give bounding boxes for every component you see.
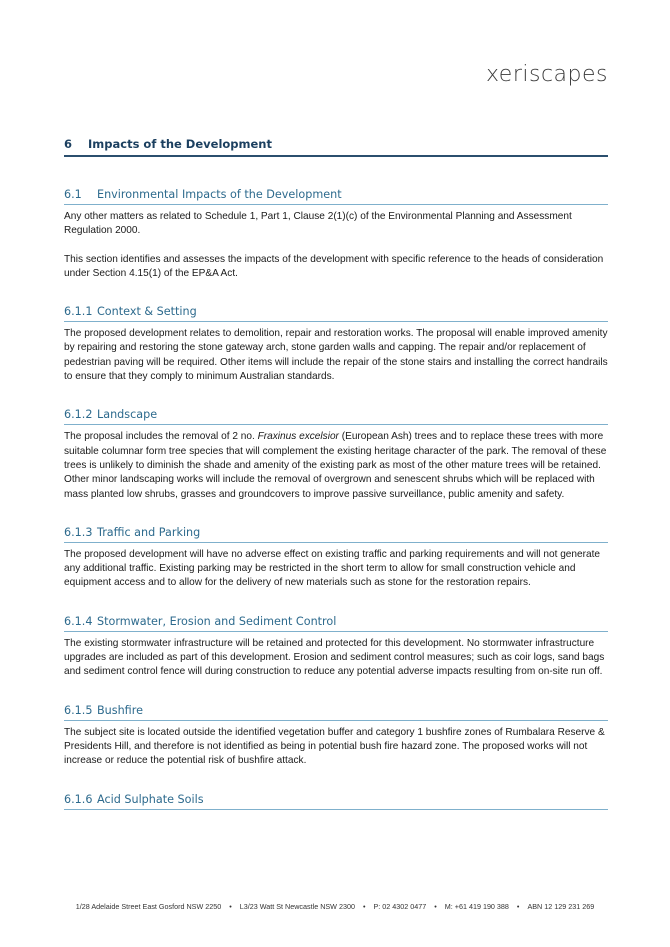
- heading-number: 6.1.2: [64, 408, 93, 422]
- heading-number: 6.1.3: [64, 525, 93, 539]
- heading-title: Acid Sulphate Soils: [97, 792, 204, 806]
- section-title: Impacts of the Development: [88, 137, 272, 151]
- footer-separator: •: [516, 902, 520, 911]
- paragraph: [64, 430, 608, 501]
- heading-number: 6.1.1: [64, 305, 93, 319]
- heading-title: Environmental Impacts of the Development: [97, 188, 342, 201]
- paragraph: The existing stormwater infrastructure will be retained and protected for this development. No stormwater infrastructure upgrades are included as part of this development. Erosion and sediment control measures; such as coir logs, sand bags and sediment control fence will during construction to reduce any potential adverse impacts resulting from on-site run off.: [64, 637, 605, 678]
- paragraph: Any other matters as related to Schedule 1, Part 1, Clause 2(1)(c) of the Environmental Planning and Assessment Regulation 2000.: [64, 211, 572, 237]
- heading-6-1-1: [64, 305, 608, 322]
- paragraph: The proposed development relates to demolition, repair and restoration works. The proposal will enable improved amenity by repairing and restoring the stone gateway arch, stone garden walls and capping. The repair and/or replacement of pedestrian paving will be required. Other items will include the repair of the stone stairs and installing the correct handrails to ensure that they comply to minimum Australian standards.: [64, 328, 608, 383]
- paragraph: The proposed development will have no adverse effect on existing traffic and parking requirements and will not generate any additional traffic. Existing parking may be restricted in the short term to allow for small construction vehicle and equipment access and to allow for the delivery of new materials such as stone for the restoration repairs.: [64, 548, 601, 589]
- company-logo: xeriscapes: [485, 62, 608, 87]
- paragraph: The subject site is located outside the identified vegetation buffer and category 1 bushfire zones of Rumbalara Reserve & Presidents Hill, and therefore is not identified as being in potential bush fire hazard zone. The proposed works will not increase or reduce the potential risk of bushfire attack.: [64, 726, 605, 767]
- heading-6-1-6: [64, 793, 608, 810]
- page-footer: [0, 902, 670, 911]
- footer-separator: •: [229, 902, 232, 911]
- heading-number: 6.1.4: [64, 614, 93, 628]
- footer-abn: ABN 12 129 231 269: [527, 902, 595, 911]
- footer-phone: P: 02 4302 0477: [373, 902, 427, 911]
- text-run: (European Ash) trees and to replace these trees with more suitable columnar form tree species that will complement the existing heritage character of the park. The removal of these trees is unlikely to diminish the shade and amenity of the existing park as most of the other mature trees will be retained. Other minor landscaping works will include the removal of overgrown and senescent shrubs which will be replaced with mass planted low shrubs, grasses and groundcovers to improve passive surveillance, public amenity and safety.: [64, 431, 607, 500]
- heading-title: Landscape: [97, 408, 158, 422]
- footer-address-newcastle: L3/23 Watt St Newcastle NSW 2300: [239, 902, 355, 911]
- heading-title: Traffic and Parking: [97, 525, 201, 539]
- paragraph: This section identifies and assesses the impacts of the development with specific reference to the heads of consideration under Section 4.15(1) of the EP&A Act.: [64, 253, 604, 279]
- footer-separator: •: [434, 902, 437, 911]
- text-run: The proposal includes the removal of 2 no.: [64, 431, 258, 443]
- section-number: 6: [64, 137, 73, 151]
- heading-number: 6.1.5: [64, 703, 93, 717]
- document-body: [64, 188, 608, 815]
- heading-6-1: [64, 188, 608, 205]
- heading-title: Stormwater, Erosion and Sediment Control: [97, 614, 337, 628]
- footer-mobile: M: +61 419 190 388: [444, 902, 509, 911]
- heading-title: Context & Setting: [97, 305, 197, 319]
- heading-6-1-2: [64, 408, 608, 425]
- species-name: Fraxinus excelsior: [257, 431, 339, 443]
- footer-separator: •: [362, 902, 366, 911]
- heading-6-1-5: [64, 704, 608, 721]
- heading-number: 6.1.6: [64, 792, 93, 806]
- footer-address-gosford: 1/28 Adelaide Street East Gosford NSW 2250: [75, 902, 222, 911]
- heading-number: 6.1: [64, 188, 82, 201]
- section-heading: [64, 137, 608, 157]
- heading-6-1-4: [64, 615, 608, 632]
- heading-title: Bushfire: [97, 703, 143, 717]
- heading-6-1-3: [64, 526, 608, 543]
